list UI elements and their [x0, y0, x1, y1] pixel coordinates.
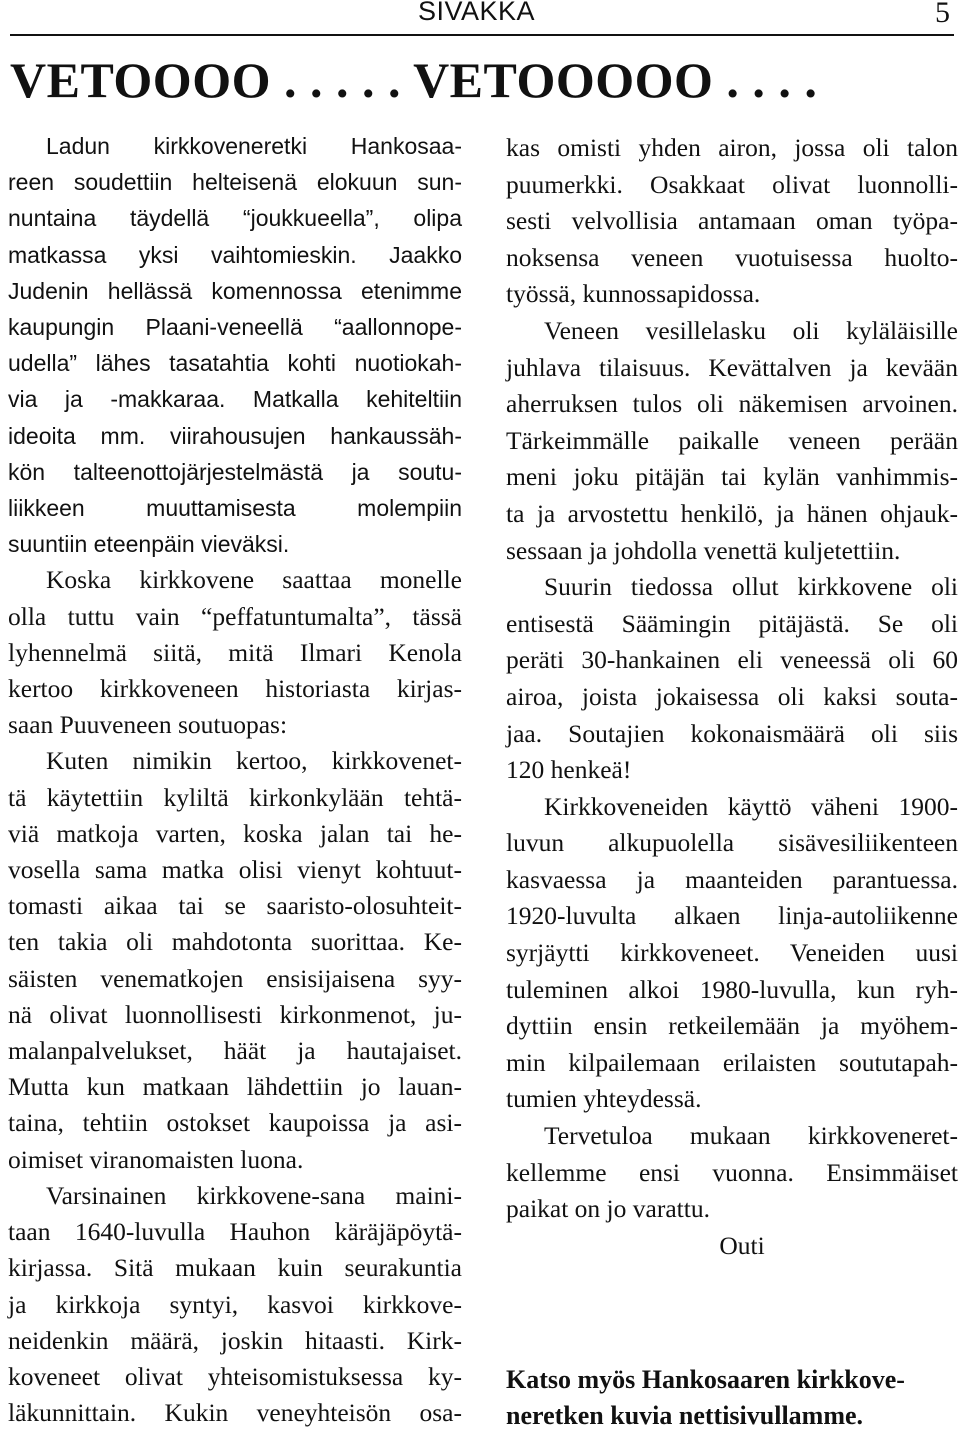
text-line: nuntaina täydellä “joukkueella”, olipa: [8, 205, 462, 232]
text-line: kasvaessa ja maanteiden parantuessa.: [506, 864, 958, 894]
text-line: sessaan ja johdolla venettä kuljetettiin.: [506, 535, 901, 565]
text-line: Kuten nimikin kertoo, kirkkovenet-: [46, 746, 462, 776]
website-note: [506, 1362, 958, 1434]
text-line: koveneet olivat yhteisomistuksessa ky-: [8, 1361, 462, 1391]
text-line: matkassa yksi vaihtomieskin. Jaakko: [8, 241, 462, 268]
paragraph-welcome: [506, 1118, 958, 1228]
paragraph-ownership: [506, 130, 958, 313]
text-line: Veneen vesillelasku oli kyläläisille: [544, 315, 958, 345]
text-line: peräti 30-hankainen eli veneessä oli 60: [506, 645, 958, 675]
text-line: malanpalvelukset, häät ja hautajaiset.: [8, 1036, 462, 1066]
text-line: jaa. Soutajien kokonaismäärä oli siis: [506, 718, 958, 748]
text-line: tuleminen alkoi 1980-luvulla, kun ryh-: [506, 974, 958, 1004]
text-line: Judenin hellässä komennossa etenimme: [8, 277, 462, 304]
text-line: ta ja arvostettu henkilö, ja hänen ohjauk-: [506, 498, 958, 528]
text-line: kirjassa. Sitä mukaan kuin seurakuntia: [8, 1253, 462, 1283]
text-line: syrjäytti kirkkoveneet. Veneiden uusi: [506, 938, 958, 968]
text-line: Ladun kirkkoveneretki Hankosaa-: [46, 133, 462, 159]
note-line: neretken kuvia nettisivullamme.: [506, 1401, 864, 1430]
text-line: ideoita mm. viirahousujen hankaussäh-: [8, 422, 462, 449]
author-signature: Outi: [719, 1230, 765, 1260]
text-line: reen soudettiin helteisenä elokuun sun-: [8, 169, 462, 196]
text-line: Varsinainen kirkkovene-sana maini-: [46, 1180, 462, 1210]
text-line: Koska kirkkovene saattaa monelle: [46, 565, 462, 595]
text-line: viä matkoja varten, koska jalan tai he-: [8, 818, 462, 848]
text-line: kas omisti yhden airon, jossa oli talon: [506, 133, 958, 162]
text-line: nä olivat luonnollisesti kirkonmenot, ju-: [8, 999, 462, 1029]
text-line: säisten venematkojen ensisijaisena syy-: [8, 963, 462, 993]
text-line: aherruksen tulos oli näkemisen arvoinen.: [506, 389, 958, 419]
text-line: neidenkin määrä, joskin hitaasti. Kirk-: [8, 1325, 462, 1355]
paragraph-launch: [506, 313, 958, 569]
page-number: 5: [935, 0, 950, 29]
text-line: taan 1640-luvulla Hauhon käräjäpöytä-: [8, 1217, 462, 1247]
note-line: Katso myös Hankosaaren kirkkove-: [506, 1365, 905, 1394]
text-line: ja kirkkoja syntyi, kasvoi kirkkove-: [8, 1289, 462, 1319]
text-line: kaupungin Plaani-veneellä “aallonnope-: [8, 314, 462, 341]
text-line: juhlava tilaisuus. Kevättalven ja kevään: [506, 352, 958, 382]
text-line: Kirkkoveneiden käyttö väheni 1900-: [544, 791, 958, 821]
text-line: sesti velvollisia antamaan oman työpa-: [506, 206, 958, 236]
right-column: [506, 130, 958, 1264]
text-line: min kilpailemaan erilaisten soututapah-: [506, 1047, 958, 1077]
text-line: paikat on jo varattu.: [506, 1194, 710, 1224]
text-line: olla tuttu vain “peffatuntumalta”, tässä: [8, 601, 462, 631]
publication-name: SIVAKKA: [418, 0, 536, 26]
text-line: liikkeen muuttamisesta molempiin: [8, 495, 462, 522]
text-line: kertoo kirkkoveneen historiasta kirjas-: [8, 674, 462, 704]
text-line: Suurin tiedossa ollut kirkkovene oli: [544, 572, 958, 602]
text-line: puumerkki. Osakkaat olivat luonnolli-: [506, 169, 958, 199]
text-line: tumien yhteydessä.: [506, 1084, 702, 1114]
paragraph-decline: [506, 789, 958, 1118]
left-column: [8, 128, 462, 1431]
text-line: tomasti aikaa tai se saaristo-olosuhteit-: [8, 891, 462, 921]
paragraph-intro: [8, 128, 462, 562]
text-line: tä käytettiin kyliltä kirkonkylään tehtä-: [8, 782, 462, 812]
paragraph-kirkkovene-intro: [8, 562, 462, 743]
paragraph-largest-boat: [506, 569, 958, 789]
paragraph-history: [8, 743, 462, 1177]
text-line: Tervetuloa mukaan kirkkoveneret-: [544, 1121, 958, 1151]
header-rule: [10, 34, 954, 36]
article-headline: VETOOOO . . . . . VETOOOOO . . . .: [10, 52, 818, 108]
text-line: dyttiin ensin retkeilemään ja myöhem-: [506, 1011, 958, 1041]
text-line: taina, tehtiin ostokset kaupoissa ja asi-: [8, 1108, 462, 1138]
text-line: Mutta kun matkaan lähdettiin jo lauan-: [8, 1072, 462, 1102]
text-line: entisestä Säämingin pitäjästä. Se oli: [506, 608, 958, 638]
text-line: udella” lähes tasatahtia kohti nuotiokah-: [8, 350, 462, 377]
text-line: ten takia oli mahdotonta suorittaa. Ke-: [8, 927, 462, 957]
text-line: suuntiin eteenpäin vieväksi.: [8, 531, 290, 558]
text-line: noksensa veneen vuotuisessa huolto-: [506, 242, 958, 272]
text-line: työssä, kunnossapidossa.: [506, 279, 761, 309]
text-line: läkunnittain. Kukin veneyhteisön osa-: [8, 1398, 462, 1428]
text-line: via ja -makkaraa. Matkalla kehiteltiin: [8, 386, 462, 413]
text-line: airoa, joista jokaisessa oli kaksi souta-: [506, 681, 958, 711]
text-line: 1920-luvulta alkaen linja-autoliikenne: [506, 901, 958, 931]
text-line: oimiset viranomaisten luona.: [8, 1144, 304, 1174]
text-line: saan Puuveneen soutuopas:: [8, 710, 288, 740]
text-line: kön talteenottojärjestelmästä ja soutu-: [8, 458, 462, 485]
text-line: luvun alkupuolella sisävesiliikenteen: [506, 828, 958, 858]
text-line: kellemme ensi vuonna. Ensimmäiset: [506, 1157, 958, 1187]
paragraph-origin: [8, 1178, 462, 1431]
text-line: lyhennelmä siitä, mitä Ilmari Kenola: [8, 637, 462, 667]
text-line: Tärkeimmälle paikalle veneen perään: [506, 425, 958, 455]
text-line: meni joku pitäjän tai kylän vanhimmis-: [506, 462, 958, 492]
running-header: [10, 0, 952, 36]
text-line: 120 henkeä!: [506, 755, 632, 785]
text-line: vosella sama matka olisi vienyt kohtuut-: [8, 855, 462, 885]
